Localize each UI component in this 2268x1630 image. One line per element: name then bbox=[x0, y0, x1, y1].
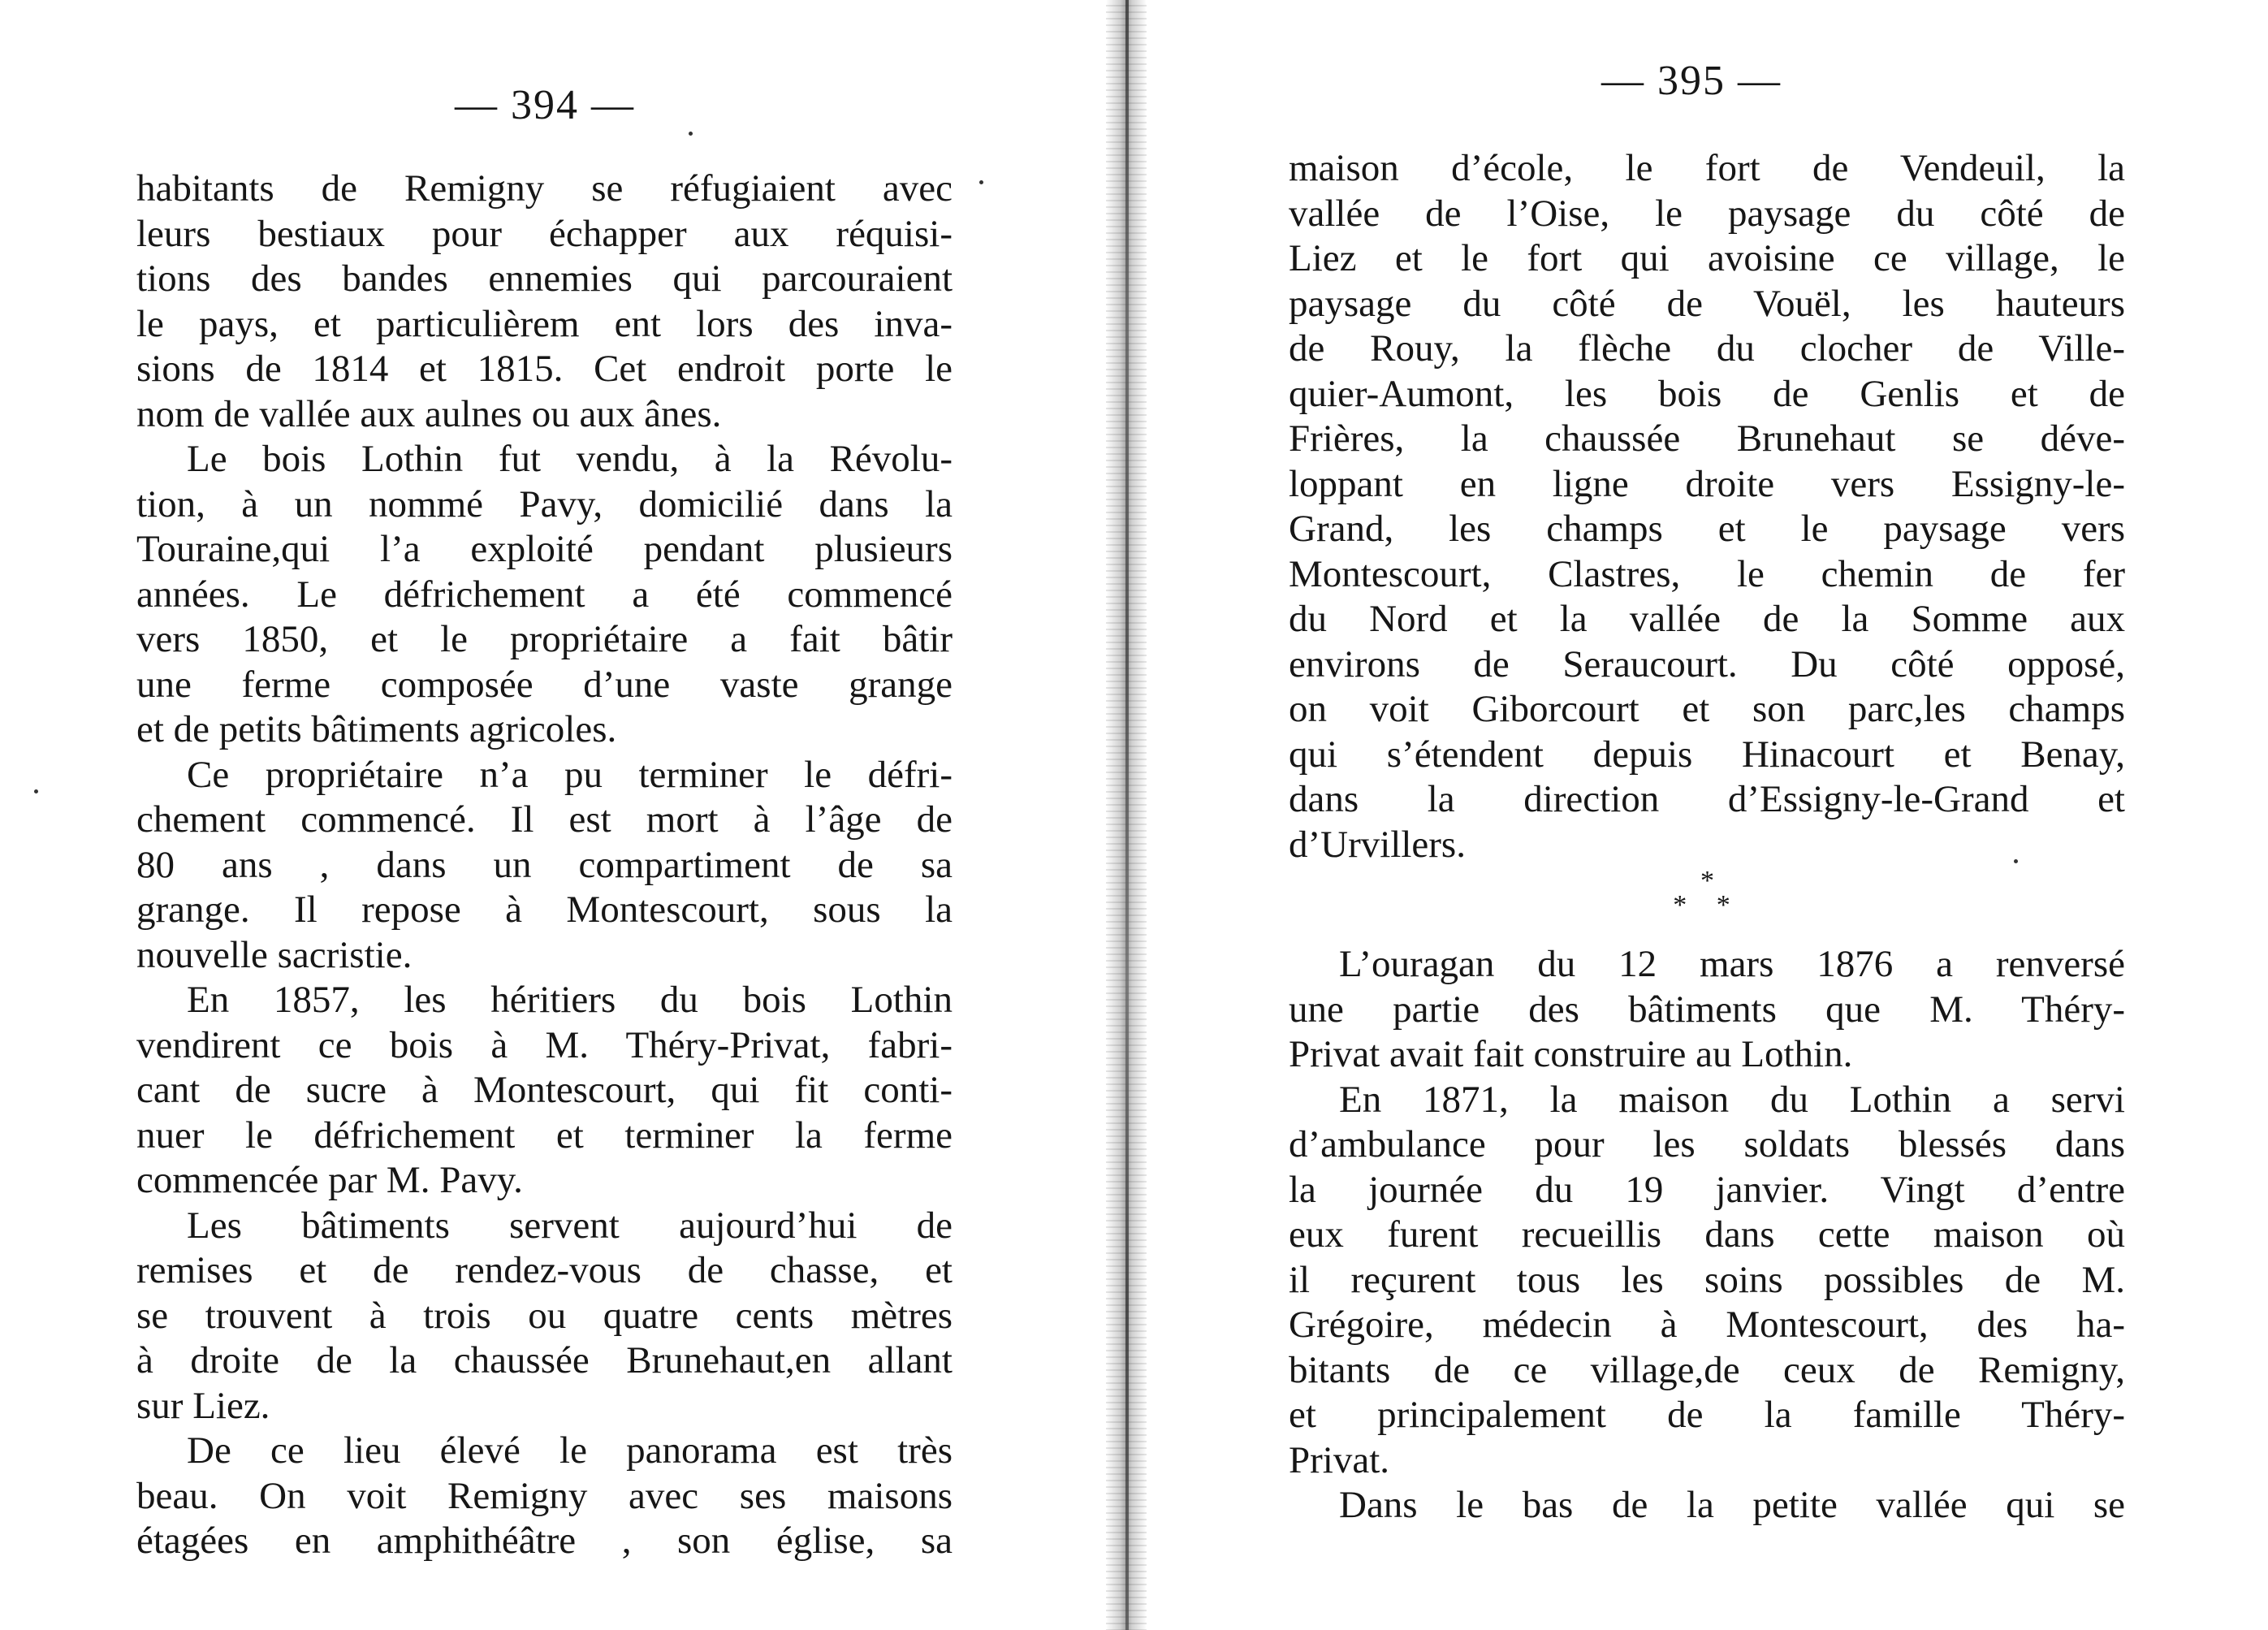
text-line: L’ouragan du 12 mars 1876 a renversé bbox=[1339, 943, 2125, 985]
text-line: Grégoire, médecin à Montescourt, des ha- bbox=[1289, 1304, 2125, 1346]
text-line: vers 1850, et le propriétaire a fait bâtir bbox=[136, 618, 953, 660]
text-line: maison d’école, le fort de Vendeuil, la bbox=[1289, 147, 2125, 189]
text-line: quier-Aumont, les bois de Genlis et de bbox=[1289, 372, 2125, 415]
text-line: il reçurent tous les soins possibles de M. bbox=[1289, 1258, 2125, 1301]
text-line: Ce propriétaire n’a pu terminer le défri- bbox=[187, 753, 953, 796]
text-line: Frières, la chaussée Brunehaut se déve- bbox=[1289, 417, 2125, 460]
text-line: une ferme composée d’une vaste grange bbox=[136, 663, 953, 706]
scan-speck bbox=[2014, 859, 2018, 863]
text-line: et de petits bâtiments agricoles. bbox=[136, 708, 617, 750]
page-number: — 394 — bbox=[455, 82, 635, 128]
text-line: bitants de ce village,de ceux de Remigny, bbox=[1289, 1348, 2125, 1391]
text-line: on voit Giborcourt et son parc,les champs bbox=[1289, 688, 2125, 730]
asterism-bottom: * * bbox=[1673, 890, 1742, 920]
text-line: leurs bestiaux pour échapper aux réquisi- bbox=[136, 212, 953, 255]
text-line: vendirent ce bois à M. Théry-Privat, fabri- bbox=[136, 1023, 953, 1066]
text-line: Privat. bbox=[1289, 1438, 1390, 1481]
page-body-text bbox=[1289, 146, 2125, 867]
text-line: Montescourt, Clastres, le chemin de fer bbox=[1289, 552, 2125, 595]
text-line: et principalement de la famille Théry- bbox=[1289, 1394, 2125, 1436]
text-line: tions des bandes ennemies qui parcouraient bbox=[136, 257, 953, 300]
text-line: tion, à un nommé Pavy, domicilié dans la bbox=[136, 482, 953, 525]
text-line: habitants de Remigny se réfugiaient avec bbox=[136, 167, 953, 210]
text-line: le pays, et particulièrem ent lors des inva- bbox=[136, 302, 953, 345]
text-line: nouvelle sacristie. bbox=[136, 933, 413, 976]
text-line: années. Le défrichement a été commencé bbox=[136, 573, 953, 616]
asterism-top: * bbox=[1700, 866, 1714, 896]
text-line: une partie des bâtiments que M. Théry- bbox=[1289, 988, 2125, 1031]
scan-speck bbox=[34, 789, 38, 793]
text-line: se trouvent à trois ou quatre cents mètres bbox=[136, 1294, 953, 1337]
text-line: qui s’étendent depuis Hinacourt et Benay, bbox=[1289, 733, 2125, 776]
scan-speck bbox=[979, 180, 983, 184]
text-line: sur Liez. bbox=[136, 1384, 270, 1427]
text-line: environs de Seraucourt. Du côté opposé, bbox=[1289, 642, 2125, 685]
right-page bbox=[1147, 0, 2268, 1630]
page-body-text-continued bbox=[1289, 942, 2125, 1528]
text-line: la journée du 19 janvier. Vingt d’entre bbox=[1289, 1168, 2125, 1211]
text-line: Privat avait fait construire au Lothin. bbox=[1289, 1033, 1853, 1075]
text-line: du Nord et la vallée de la Somme aux bbox=[1289, 598, 2125, 640]
text-line: nuer le défrichement et terminer la ferme bbox=[136, 1113, 953, 1157]
text-line: beau. On voit Remigny avec ses maisons bbox=[136, 1474, 953, 1517]
scan-speck bbox=[689, 132, 693, 136]
text-line: Touraine,qui l’a exploité pendant plusieurs bbox=[136, 528, 953, 570]
text-line: En 1857, les héritiers du bois Lothin bbox=[187, 979, 953, 1021]
text-line: chement commencé. Il est mort à l’âge de bbox=[136, 798, 953, 841]
text-line: sions de 1814 et 1815. Cet endroit porte le bbox=[136, 348, 953, 390]
text-line: d’Urvillers. bbox=[1289, 823, 1466, 866]
gutter-shadow bbox=[1125, 0, 1129, 1630]
text-line: nom de vallée aux aulnes ou aux ânes. bbox=[136, 392, 722, 435]
text-line: eux furent recueillis dans cette maison où bbox=[1289, 1213, 2125, 1256]
text-line: En 1871, la maison du Lothin a servi bbox=[1339, 1078, 2125, 1121]
text-line: cant de sucre à Montescourt, qui fit conti- bbox=[136, 1069, 953, 1111]
text-line: grange. Il repose à Montescourt, sous la bbox=[136, 889, 953, 931]
text-line: Grand, les champs et le paysage vers bbox=[1289, 508, 2125, 550]
text-line: 80 ans , dans un compartiment de sa bbox=[136, 843, 953, 886]
text-line: De ce lieu élevé le panorama est très bbox=[187, 1429, 953, 1472]
text-line: Dans le bas de la petite vallée qui se bbox=[1339, 1484, 2125, 1526]
text-line: de Rouy, la flèche du clocher de Ville- bbox=[1289, 327, 2125, 370]
text-line: Liez et le fort qui avoisine ce village, le bbox=[1289, 237, 2125, 279]
page-body-text bbox=[136, 166, 953, 1564]
text-line: Le bois Lothin fut vendu, à la Révolu- bbox=[187, 438, 953, 480]
text-line: étagées en amphithéâtre , son église, sa bbox=[136, 1520, 953, 1562]
text-line: loppant en ligne droite vers Essigny-le- bbox=[1289, 462, 2125, 505]
text-line: remises et de rendez-vous de chasse, et bbox=[136, 1249, 953, 1291]
text-line: commencée par M. Pavy. bbox=[136, 1159, 523, 1201]
section-asterism bbox=[1147, 866, 2268, 920]
text-line: paysage du côté de Vouël, les hauteurs bbox=[1289, 282, 2125, 325]
page-number: — 395 — bbox=[1601, 58, 1782, 104]
text-line: vallée de l’Oise, le paysage du côté de bbox=[1289, 192, 2125, 235]
text-line: dans la direction d’Essigny-le-Grand et bbox=[1289, 778, 2125, 820]
text-line: à droite de la chaussée Brunehaut,en allant bbox=[136, 1339, 953, 1381]
text-line: d’ambulance pour les soldats blessés dans bbox=[1289, 1123, 2125, 1165]
text-line: Les bâtiments servent aujourd’hui de bbox=[187, 1204, 953, 1247]
left-page bbox=[0, 0, 1106, 1630]
